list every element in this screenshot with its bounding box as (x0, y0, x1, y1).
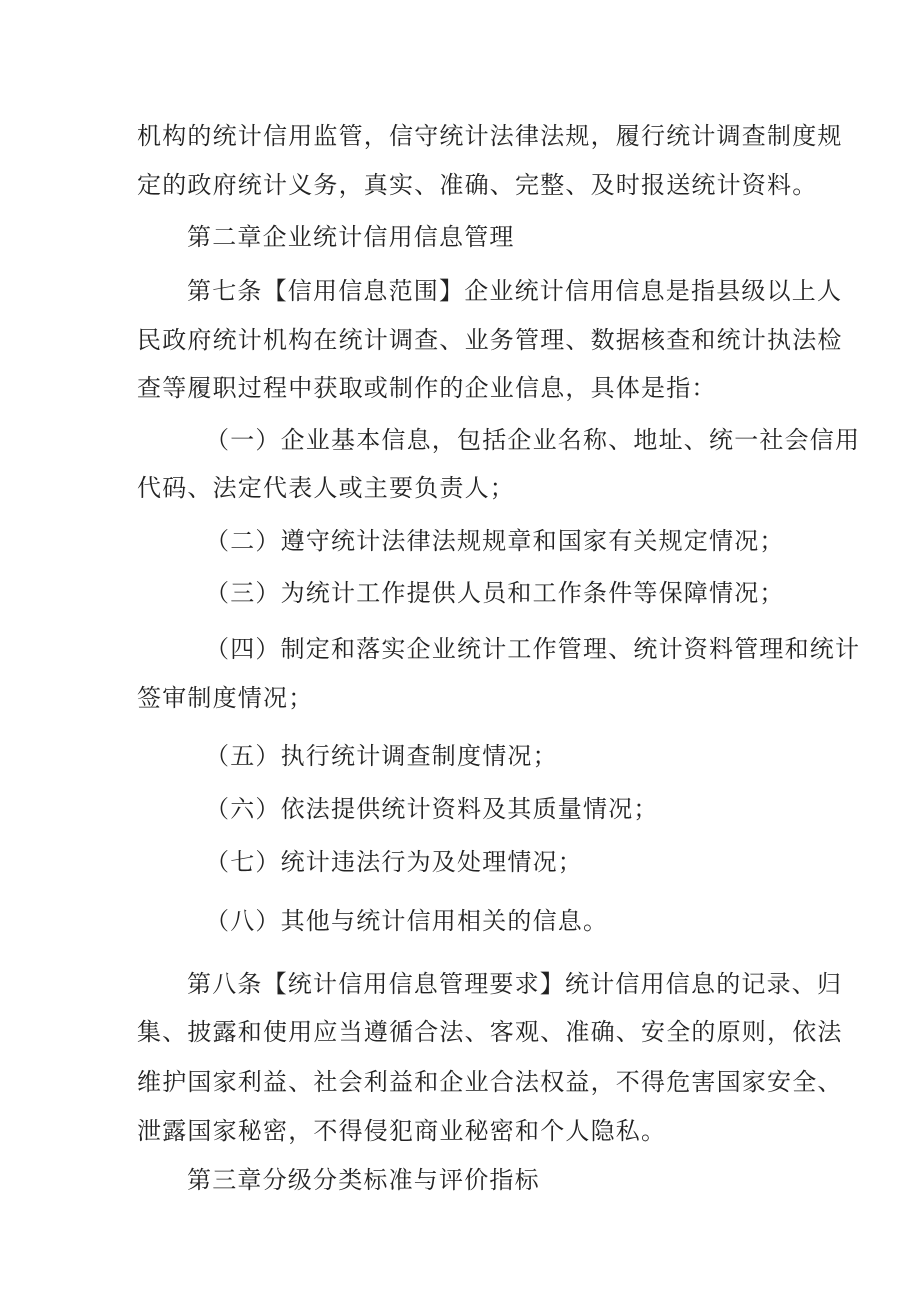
list-item: （一）企业基本信息，包括企业名称、地址、统一社会信用 (205, 426, 861, 454)
article-line: 集、披露和使用应当遵循合法、客观、准确、安全的原则，依法 (137, 1018, 843, 1046)
article-line: 泄露国家秘密，不得侵犯商业秘密和个人隐私。 (137, 1117, 667, 1145)
list-item-continuation: 签审制度情况； (137, 684, 314, 712)
article-line: 查等履职过程中获取或制作的企业信息，具体是指： (137, 374, 717, 402)
list-item: （二）遵守统计法律法规规章和国家有关规定情况； (205, 527, 785, 555)
list-item: （四）制定和落实企业统计工作管理、统计资料管理和统计 (205, 635, 861, 663)
list-item: （三）为统计工作提供人员和工作条件等保障情况； (205, 579, 785, 607)
paragraph-line: 定的政府统计义务，真实、准确、完整、及时报送统计资料。 (137, 171, 818, 199)
list-item-continuation: 代码、法定代表人或主要负责人； (137, 474, 515, 502)
article-line: 第七条【信用信息范围】企业统计信用信息是指县级以上人 (187, 277, 843, 305)
article-line: 民政府统计机构在统计调查、业务管理、数据核查和统计执法检 (137, 326, 843, 354)
chapter-heading: 第三章分级分类标准与评价指标 (187, 1166, 540, 1194)
list-item: （七）统计违法行为及处理情况； (205, 848, 583, 876)
list-item: （八）其他与统计信用相关的信息。 (205, 907, 609, 935)
article-line: 第八条【统计信用信息管理要求】统计信用信息的记录、归 (187, 970, 843, 998)
chapter-heading: 第二章企业统计信用信息管理 (187, 223, 515, 251)
list-item: （六）依法提供统计资料及其质量情况； (205, 795, 659, 823)
paragraph-line: 机构的统计信用监管，信守统计法律法规，履行统计调查制度规 (137, 122, 843, 150)
list-item: （五）执行统计调查制度情况； (205, 742, 558, 770)
article-line: 维护国家利益、社会利益和企业合法权益，不得危害国家安全、 (137, 1068, 843, 1096)
